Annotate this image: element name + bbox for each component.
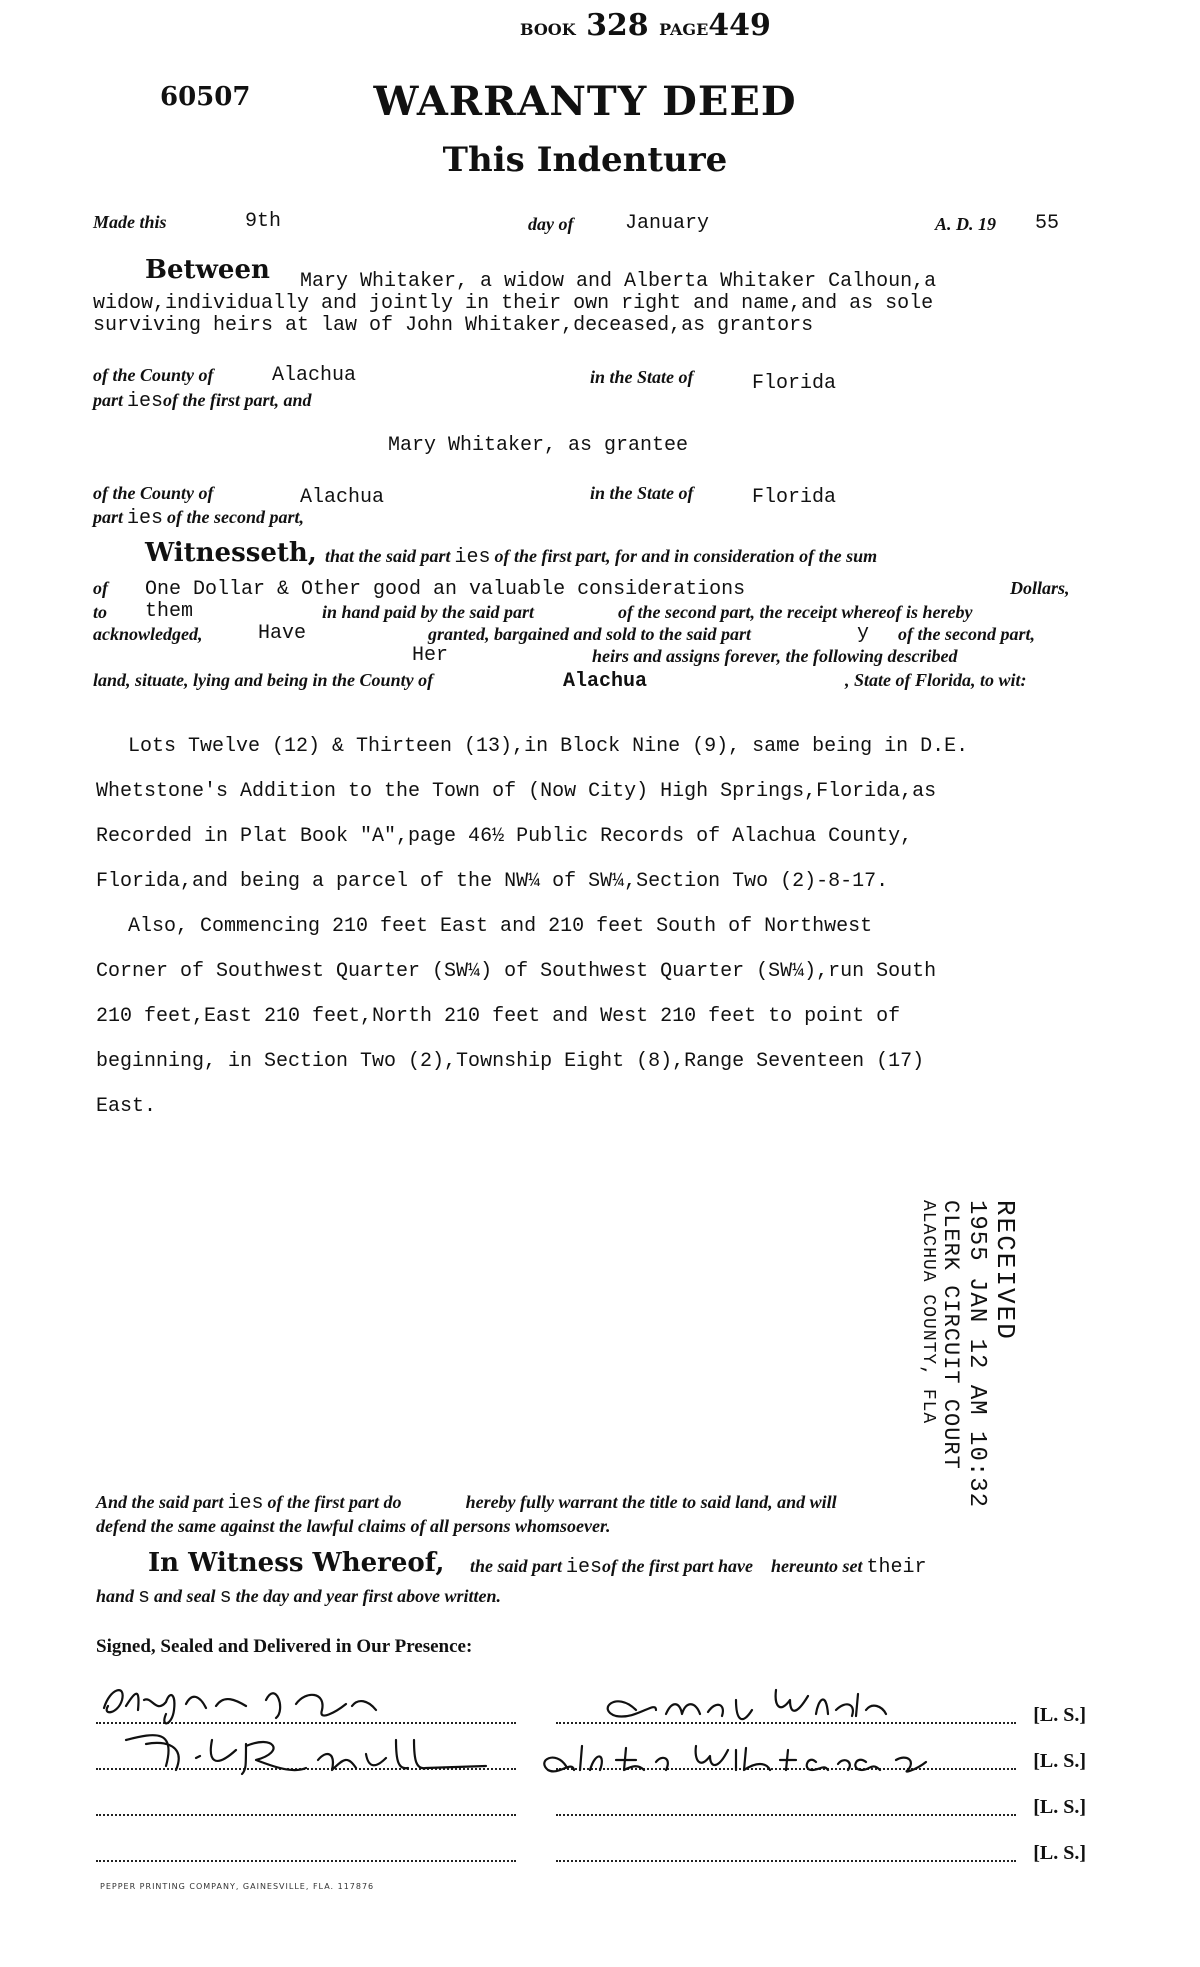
- part-suffix: ies: [127, 507, 164, 530]
- text: s: [138, 1586, 151, 1609]
- book-page-reference: [520, 8, 771, 43]
- grantor-line: [556, 1860, 1016, 1862]
- text: s: [219, 1586, 232, 1609]
- ls-label: [L. S.]: [1033, 1796, 1086, 1818]
- printer-footer: PEPPER PRINTING COMPANY, GAINESVILLE, FLA. 117876: [100, 1882, 375, 1891]
- witness-signature-2: [126, 1735, 486, 1774]
- received-stamp: [918, 1200, 1080, 1509]
- second-part-text: of the second part,: [898, 624, 1035, 644]
- text: and seal: [154, 1586, 216, 1606]
- first-party-state: Florida: [752, 372, 837, 395]
- day-of-label: day of: [528, 214, 574, 234]
- party-y: y: [857, 622, 870, 645]
- signature-row: [96, 1828, 1086, 1868]
- witnesseth-to: to: [93, 602, 108, 622]
- document-number: 60507: [160, 82, 251, 112]
- ls-label: [L. S.]: [1033, 1704, 1086, 1726]
- handwritten-signatures: [96, 1670, 1056, 1790]
- made-this-label: Made this: [93, 212, 167, 232]
- witnesseth-of: of: [93, 578, 108, 598]
- book-label: BOOK: [520, 20, 576, 39]
- consideration-amount: One Dollar & Other good an valuable considerations: [145, 578, 746, 601]
- paid-by: them: [145, 600, 194, 623]
- ad-label: A. D. 19: [935, 214, 997, 234]
- stamp-county: ALACHUA COUNTY, FLA: [918, 1200, 938, 1425]
- part-suffix: ies: [127, 390, 164, 413]
- state-of-florida-text: , State of Florida, to wit:: [845, 670, 1027, 690]
- description-line: Corner of Southwest Quarter (SW¼) of Southwest Quarter (SW¼),run South: [96, 960, 937, 983]
- warranty-line-2: defend the same against the lawful claims of all persons whomsoever.: [96, 1516, 611, 1536]
- text: ies: [566, 1556, 603, 1579]
- witness-line: [96, 1860, 516, 1862]
- page-number: 449: [708, 8, 771, 43]
- granted-text: granted, bargained and sold to the said part: [428, 624, 752, 644]
- have-text: Have: [258, 622, 307, 645]
- in-witness-lead: In Witness Whereof,: [148, 1548, 445, 1578]
- stamp-text: [918, 1200, 1020, 1508]
- text: hand: [96, 1586, 135, 1606]
- second-party-county-label: of the County of: [93, 483, 214, 503]
- receipt-text: of the second part, the receipt whereof is hereby: [618, 602, 973, 622]
- stamp-clerk: CLERK CIRCUIT COURT: [938, 1200, 963, 1470]
- description-line: Also, Commencing 210 feet East and 210 feet South of Northwest: [128, 915, 873, 938]
- second-party-part: [93, 507, 304, 530]
- second-party-county: Alachua: [300, 486, 385, 509]
- description-line: East.: [96, 1095, 157, 1118]
- first-party-state-label: in the State of: [590, 367, 694, 387]
- text: the day and year first above written.: [235, 1586, 502, 1606]
- part-label: of the second part,: [167, 507, 305, 527]
- between-line-3: surviving heirs at law of John Whitaker,deceased,as grantors: [93, 314, 814, 337]
- grantor-line: [556, 1814, 1016, 1816]
- text: their: [866, 1556, 927, 1579]
- second-party-state-label: in the State of: [590, 483, 694, 503]
- warranty-line-1: [96, 1492, 837, 1515]
- made-day: 9th: [245, 210, 282, 233]
- description-line: beginning, in Section Two (2),Township Eight (8),Range Seventeen (17): [96, 1050, 925, 1073]
- land-situate-text: land, situate, lying and being in the County of: [93, 670, 434, 690]
- grantor-signature-1: [608, 1690, 886, 1719]
- between-line-2: widow,individually and jointly in their own right and name,and as sole: [93, 292, 934, 315]
- description-line: Recorded in Plat Book "A",page 46½ Public Records of Alachua County,: [96, 825, 913, 848]
- stamp-received: RECEIVED: [990, 1200, 1020, 1341]
- part-prefix: part: [93, 390, 124, 410]
- description-line: Lots Twelve (12) & Thirteen (13),in Block Nine (9), same being in D.E.: [128, 735, 969, 758]
- description-line: 210 feet,East 210 feet,North 210 feet and West 210 feet to point of: [96, 1005, 901, 1028]
- book-number: 328: [586, 8, 649, 43]
- text: of the first part have: [602, 1556, 754, 1576]
- witness-signature-1: [104, 1690, 376, 1723]
- witness-line: [96, 1814, 516, 1816]
- witnesseth-lead: Witnesseth,: [145, 538, 317, 568]
- ls-label: [L. S.]: [1033, 1750, 1086, 1772]
- between-lead: Between: [145, 255, 270, 285]
- document-subtitle: This Indenture: [442, 140, 728, 180]
- description-line: Florida,and being a parcel of the NW¼ of SW¼,Section Two (2)-8-17.: [96, 870, 889, 893]
- hand-paid-text: in hand paid by the said part: [322, 602, 535, 622]
- made-month: January: [625, 212, 710, 235]
- made-year: 55: [1035, 212, 1060, 235]
- legal-description: [96, 724, 968, 1129]
- first-party-county-label: of the County of: [93, 365, 214, 385]
- text: that the said part: [325, 546, 451, 566]
- text: hereunto set: [771, 1556, 863, 1576]
- description-line: Whetstone's Addition to the Town of (Now City) High Springs,Florida,as: [96, 780, 937, 803]
- witnesseth-line-1: [325, 546, 877, 569]
- dollars-label: Dollars,: [1010, 578, 1070, 598]
- part-label: of the first part, and: [163, 390, 312, 410]
- stamp-date: 1955 JAN 12 AM 10:32: [963, 1200, 990, 1509]
- heirs-text: heirs and assigns forever, the following described: [592, 646, 958, 666]
- text: And the said part: [96, 1492, 224, 1512]
- document-title: WARRANTY DEED: [373, 78, 797, 125]
- signed-sealed-label: Signed, Sealed and Delivered in Our Presence:: [96, 1636, 473, 1657]
- acknowledged-text: acknowledged,: [93, 624, 203, 644]
- second-party-state: Florida: [752, 486, 837, 509]
- her-text: Her: [412, 644, 449, 667]
- text: ies: [227, 1492, 264, 1515]
- between-line-1: Mary Whitaker, a widow and Alberta Whitaker Calhoun,a: [300, 270, 937, 293]
- text: hereby fully warrant the title to said land, and will: [465, 1492, 837, 1512]
- text: ies: [454, 546, 491, 569]
- first-party-part: [93, 390, 312, 413]
- ls-label: [L. S.]: [1033, 1842, 1086, 1864]
- part-prefix: part: [93, 507, 124, 527]
- in-witness-line-1: [470, 1556, 927, 1579]
- in-witness-line-2: [96, 1586, 501, 1609]
- text: of the first part do: [267, 1492, 402, 1512]
- text: of the first part, for and in consideration of the sum: [494, 546, 878, 566]
- text: the said part: [470, 1556, 563, 1576]
- grantor-signature-2: [544, 1746, 926, 1772]
- page-label: PAGE: [659, 20, 709, 39]
- land-county: Alachua: [563, 670, 648, 693]
- grantee-name: Mary Whitaker, as grantee: [388, 434, 689, 457]
- first-party-county: Alachua: [272, 364, 357, 387]
